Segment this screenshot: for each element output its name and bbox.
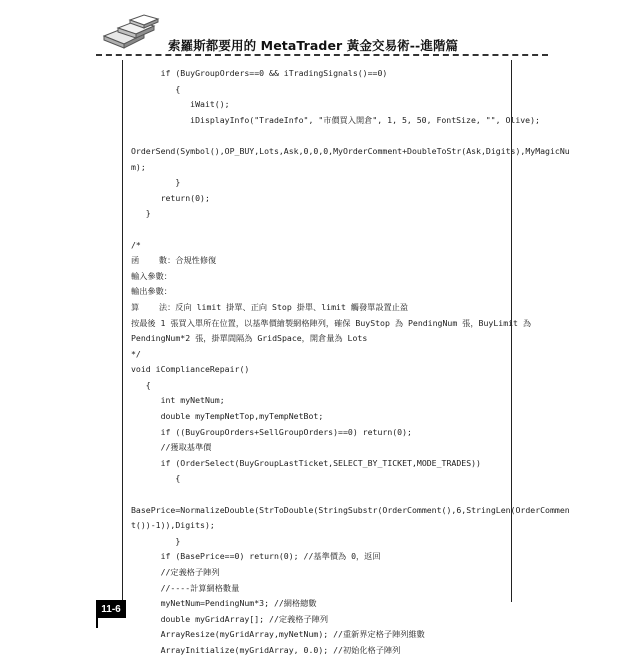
code-listing-box [122,60,570,655]
gold-bars-icon [100,14,162,50]
code-line: return(0); [131,192,210,203]
code-line: { [131,83,181,94]
header-divider [96,54,548,56]
code-line: 函 數：合規性修復 [131,255,217,266]
book-title: 索羅斯都要用的 MetaTrader 黃金交易術--進階篇 [168,38,459,53]
code-line [131,128,505,144]
code-line [131,222,505,238]
code-line: //獲取基準價 [131,442,212,453]
code-line: //定義格子陣列 [131,567,220,577]
code-line: ArrayInitialize(myGridArray, 0.0); //初始化格子陣列 [131,644,401,655]
code-line: } [131,535,181,546]
code-line [131,487,505,503]
code-line: void iComplianceRepair() [131,364,250,375]
code-line: PendingNum*2 張，掛單間隔為 GridSpace，開倉量為 Lots [131,333,368,344]
code-listing [131,66,570,659]
code-line: iDisplayInfo("TradeInfo", "市價買入開倉", 1, 5, 50, FontSize, "", Olive); [131,114,540,125]
code-line: double myTempNetTop,myTempNetBot; [131,411,324,422]
code-line: BasePrice=NormalizeDouble(StrToDouble(StringSubstr(OrderComment(),6,StringLen(OrderCommen [131,504,570,515]
code-line: 輸出參數： [131,286,172,297]
code-line: } [131,208,151,219]
code-line: } [131,177,181,188]
code-line: 算 法：反向 limit 掛單、正向 Stop 掛單、limit 觸發單設置止盈 [131,301,409,312]
code-line: t())-1)),Digits); [131,520,215,531]
page-number: 11-6 [96,600,126,618]
code-line: double myGridArray[]; //定義格子陣列 [131,613,329,624]
code-line: //----計算網格數量 [131,582,240,593]
code-line: 輸入參數： [131,270,172,281]
code-line: int myNetNum; [131,395,225,406]
code-line: 按最後 1 張買入單所在位置，以基準價繪製網格陣列，確保 BuyStop 為 PendingNum 張，BuyLimit 為 [131,317,532,328]
code-line: { [131,379,151,390]
code-line: */ [131,348,141,359]
code-line: iWait(); [131,99,230,110]
code-line: OrderSend(Symbol(),OP_BUY,Lots,Ask,0,0,0,MyOrderComment+DoubleToStr(Ask,Digits),MyMagicNu [131,145,570,156]
code-line: myNetNum=PendingNum*3; //網格總數 [131,598,317,609]
code-line: if (BasePrice==0) return(0); //基準價為 0，返回 [131,551,381,562]
code-line: /* [131,239,141,250]
code-line: ArrayResize(myGridArray,myNetNum); //重新界定格子陣列維數 [131,629,425,640]
code-line: { [131,473,181,484]
code-line: if ((BuyGroupOrders+SellGroupOrders)==0) return(0); [131,426,412,437]
code-line: if (BuyGroupOrders==0 && iTradingSignals()==0) [131,68,388,78]
code-line: if (OrderSelect(BuyGroupLastTicket,SELECT_BY_TICKET,MODE_TRADES)) [131,457,481,468]
code-line: m); [131,161,146,172]
